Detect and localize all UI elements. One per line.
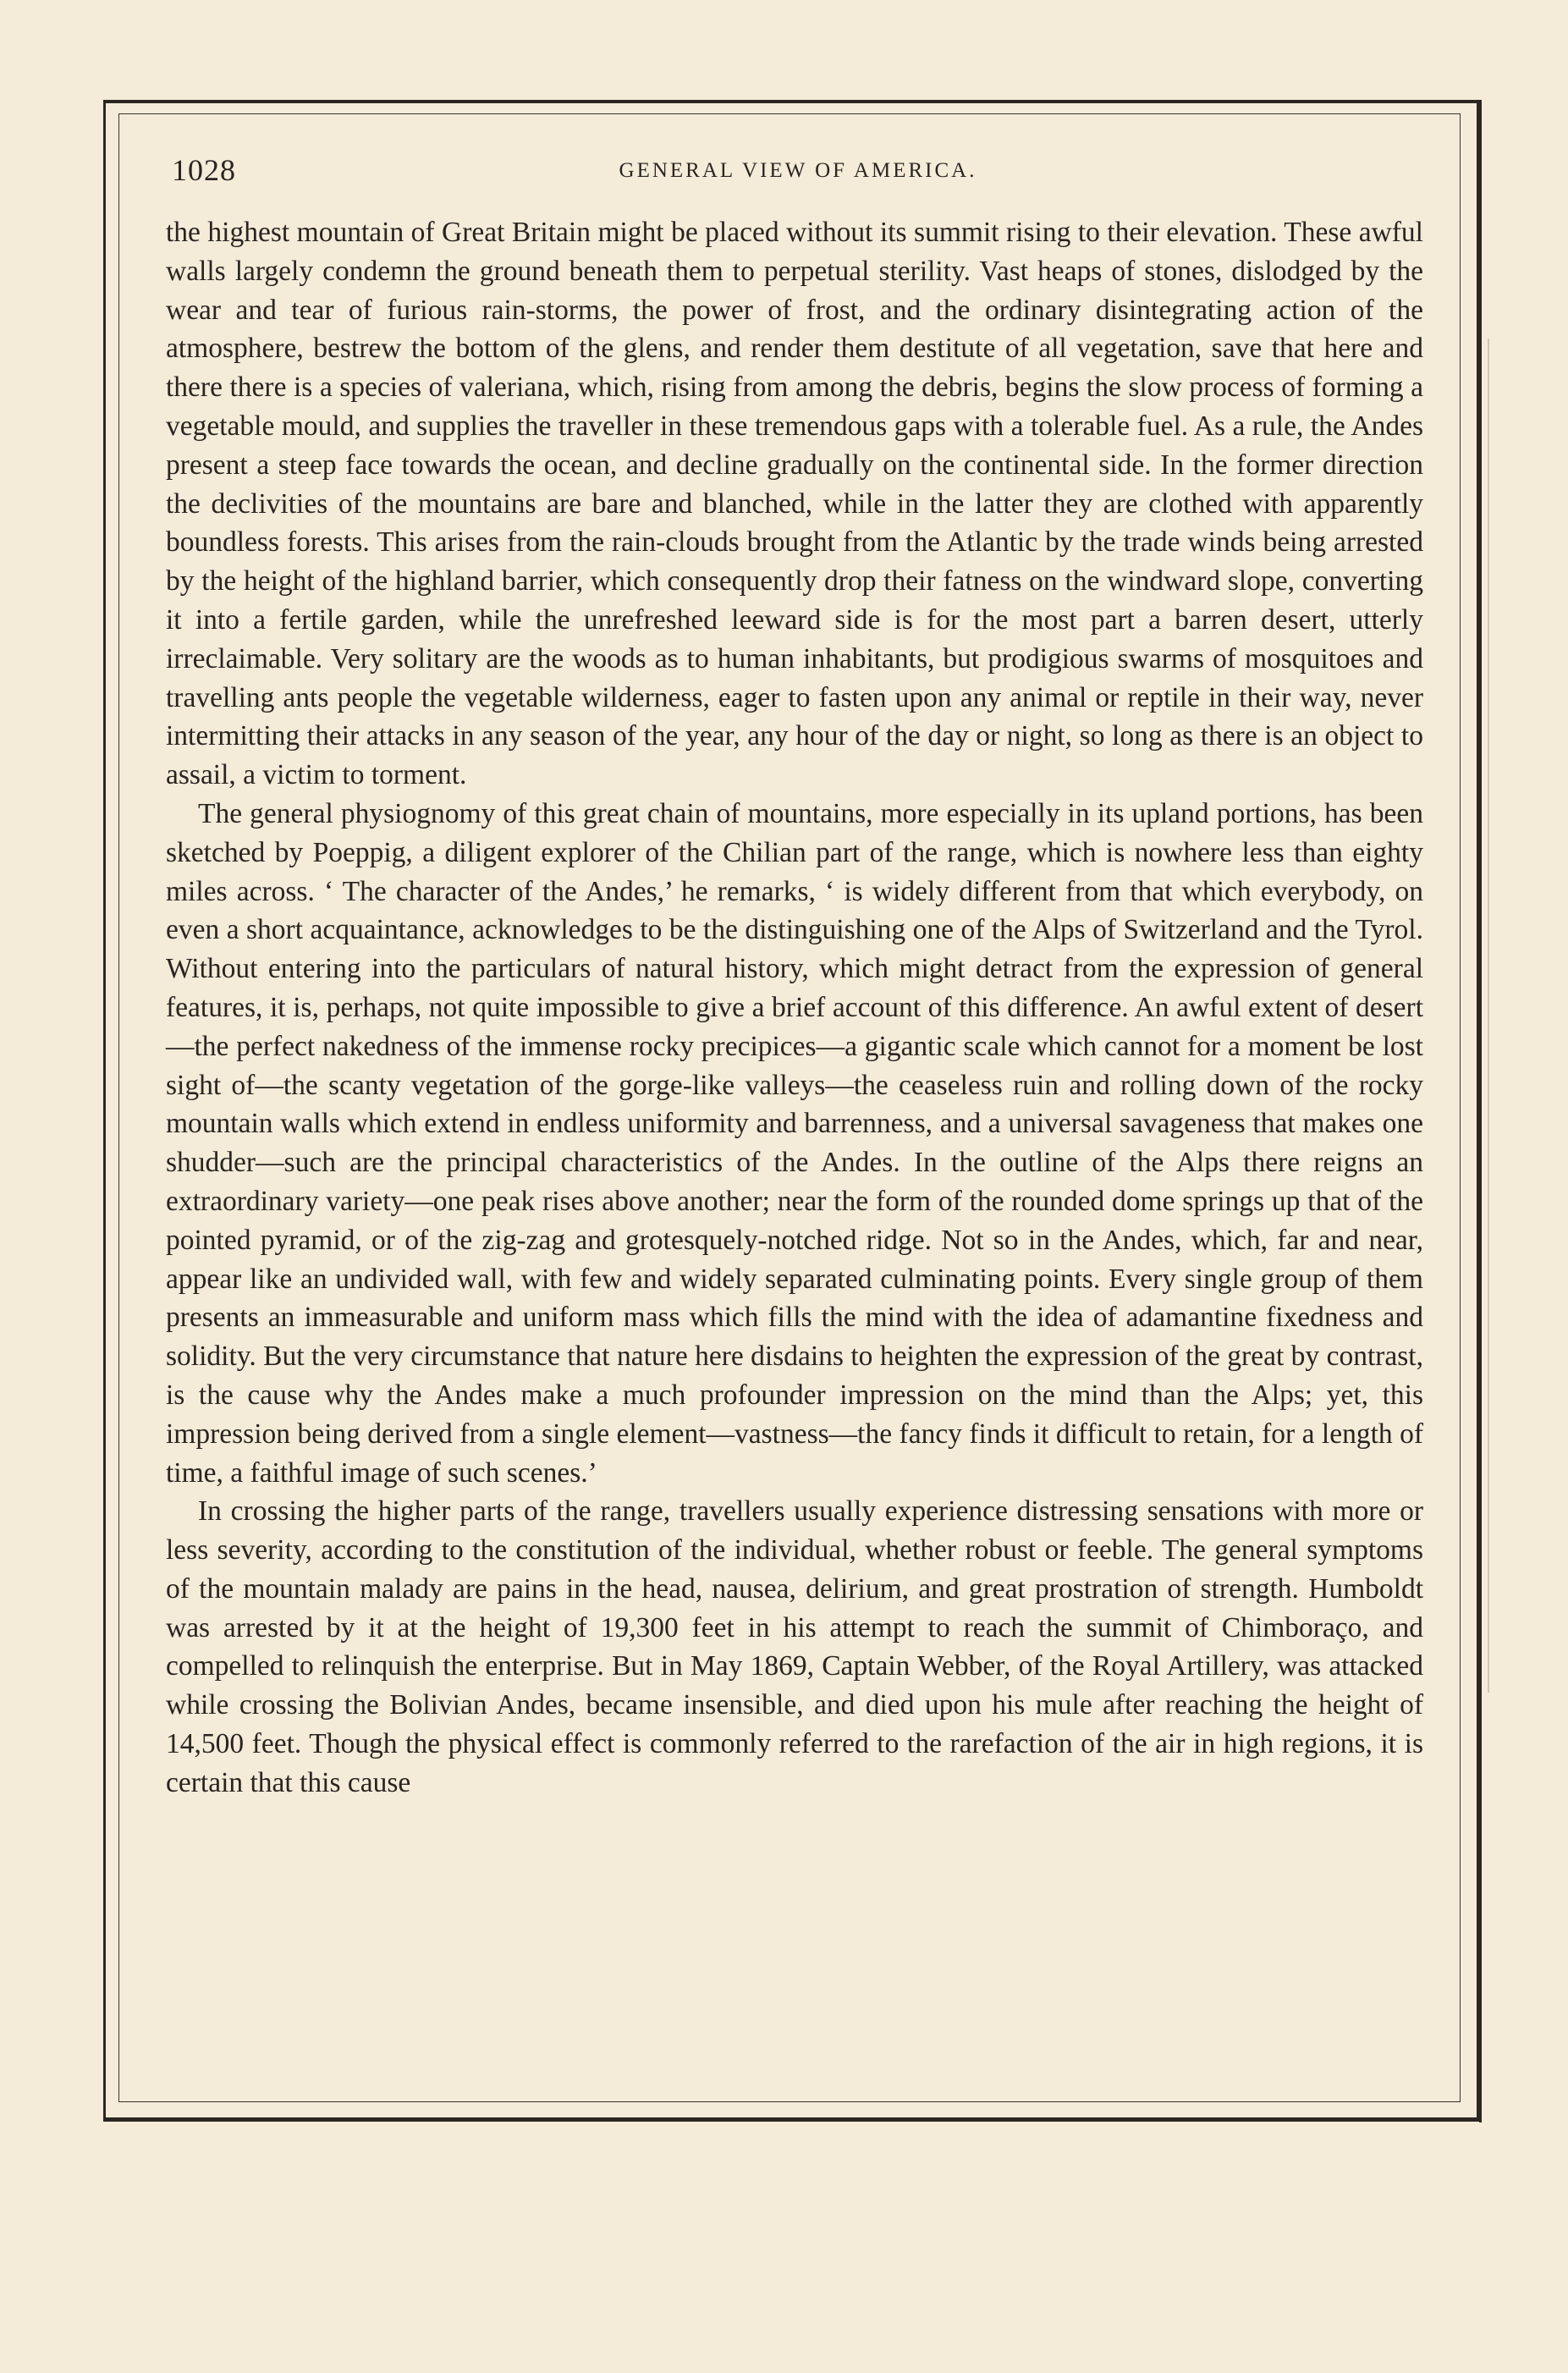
paragraph-poeppig: The general physiognomy of this great chain of mountains, more especially in its upland portions, has been sketched by Poeppig, a diligent explorer of the Chilian part of the range, which is nowhere less than eighty miles across. ‘ The character of the Andes,’ he remarks, ‘ is widely different from that which everybody, on even a short acquaintance, acknowledges to be the distinguishing one of the Alps of Switzerland and the Tyrol. Without entering into the particulars of natural history, which might detract from the expression of general features, it is, perhaps, not quite impossible to give a brief account of this difference. An awful extent of desert—the perfect nakedness of the immense rocky precipices—a gigantic scale which cannot for a moment be lost sight of—the scanty vegetation of the gorge-like valleys—the ceaseless ruin and rolling down of the rocky mountain walls which extend in endless uniformity and barrenness, and a universal savageness that makes one shudder—such are the principal characteristics of the Andes. In the outline of the Alps there reigns an extraordinary variety—one peak rises above another; near the form of the rounded dome springs up that of the pointed pyramid, or of the zig-zag and grotesquely-notched ridge. Not so in the Andes, which, far and near, appear like an undivided wall, with few and widely separated culminating points. Every single group of them presents an immeasurable and uniform mass which fills the mind with the idea of adamantine fixedness and solidity. But the very circumstance that nature here disdains to heighten the expression of the great by contrast, is the cause why the Andes make a much profounder impression on the mind than the Alps; yet, this impression being derived from a single element—vastness—the fancy finds it difficult to retain, for a length of time, a faithful image of such scenes.’	[166, 797, 1423, 1489]
page-border-right-rule	[1479, 100, 1482, 2122]
paragraph-continued: the highest mountain of Great Britain might be placed without its summit rising to their elevation. These awful walls largely condemn the ground beneath them to perpetual sterility. Vast heaps of stones, dislodged by the wear and tear of furious rain-storms, the power of frost, and the ordinary disintegrating action of the atmosphere, bestrew the bottom of the glens, and render them destitute of all vegetation, save that here and there there is a species of valeriana, which, rising from among the debris, begins the slow process of forming a vegetable mould, and supplies the traveller in these tremendous gaps with a tolerable fuel. As a rule, the Andes present a steep face towards the ocean, and decline gradually on the continental side. In the former direction the declivities of the mountains are bare and blanched, while in the latter they are clothed with apparently boundless forests. This arises from the rain-clouds brought from the Atlantic by the trade winds being arrested by the height of the highland barrier, which consequently drop their fatness on the windward slope, converting it into a fertile garden, while the unrefreshed leeward side is for the most part a barren desert, utterly irreclaimable. Very solitary are the woods as to human inhabitants, but prodigious swarms of mosquitoes and travelling ants people the vegetable wilderness, eager to fasten upon any animal or reptile in their way, never intermitting their attacks in any season of the year, any hour of the day or night, so long as there is an object to assail, a victim to torment.	[166, 217, 1423, 791]
body-text	[166, 213, 1423, 1803]
paragraph-mountain-malady: In crossing the higher parts of the range, travellers usually experience distressing sensations with more or less severity, according to the constitution of the individual, whether robust or feeble. The general symptoms of the mountain malady are pains in the head, nausea, delirium, and great prostration of strength. Humboldt was arrested by it at the height of 19,300 feet in his attempt to reach the summit of Chimboraço, and compelled to relinquish the enterprise. But in May 1869, Captain Webber, of the Royal Artillery, was attacked while crossing the Bolivian Andes, became insensible, and died upon his mule after reaching the height of 14,500 feet. Though the physical effect is commonly referred to the rarefaction of the air in high regions, it is certain that this cause	[166, 1495, 1423, 1798]
running-head-title: GENERAL VIEW OF AMERICA.	[619, 159, 977, 182]
page-number: 1028	[172, 153, 236, 187]
page-edge-shadow	[1488, 339, 1489, 1693]
running-head	[172, 152, 1424, 195]
